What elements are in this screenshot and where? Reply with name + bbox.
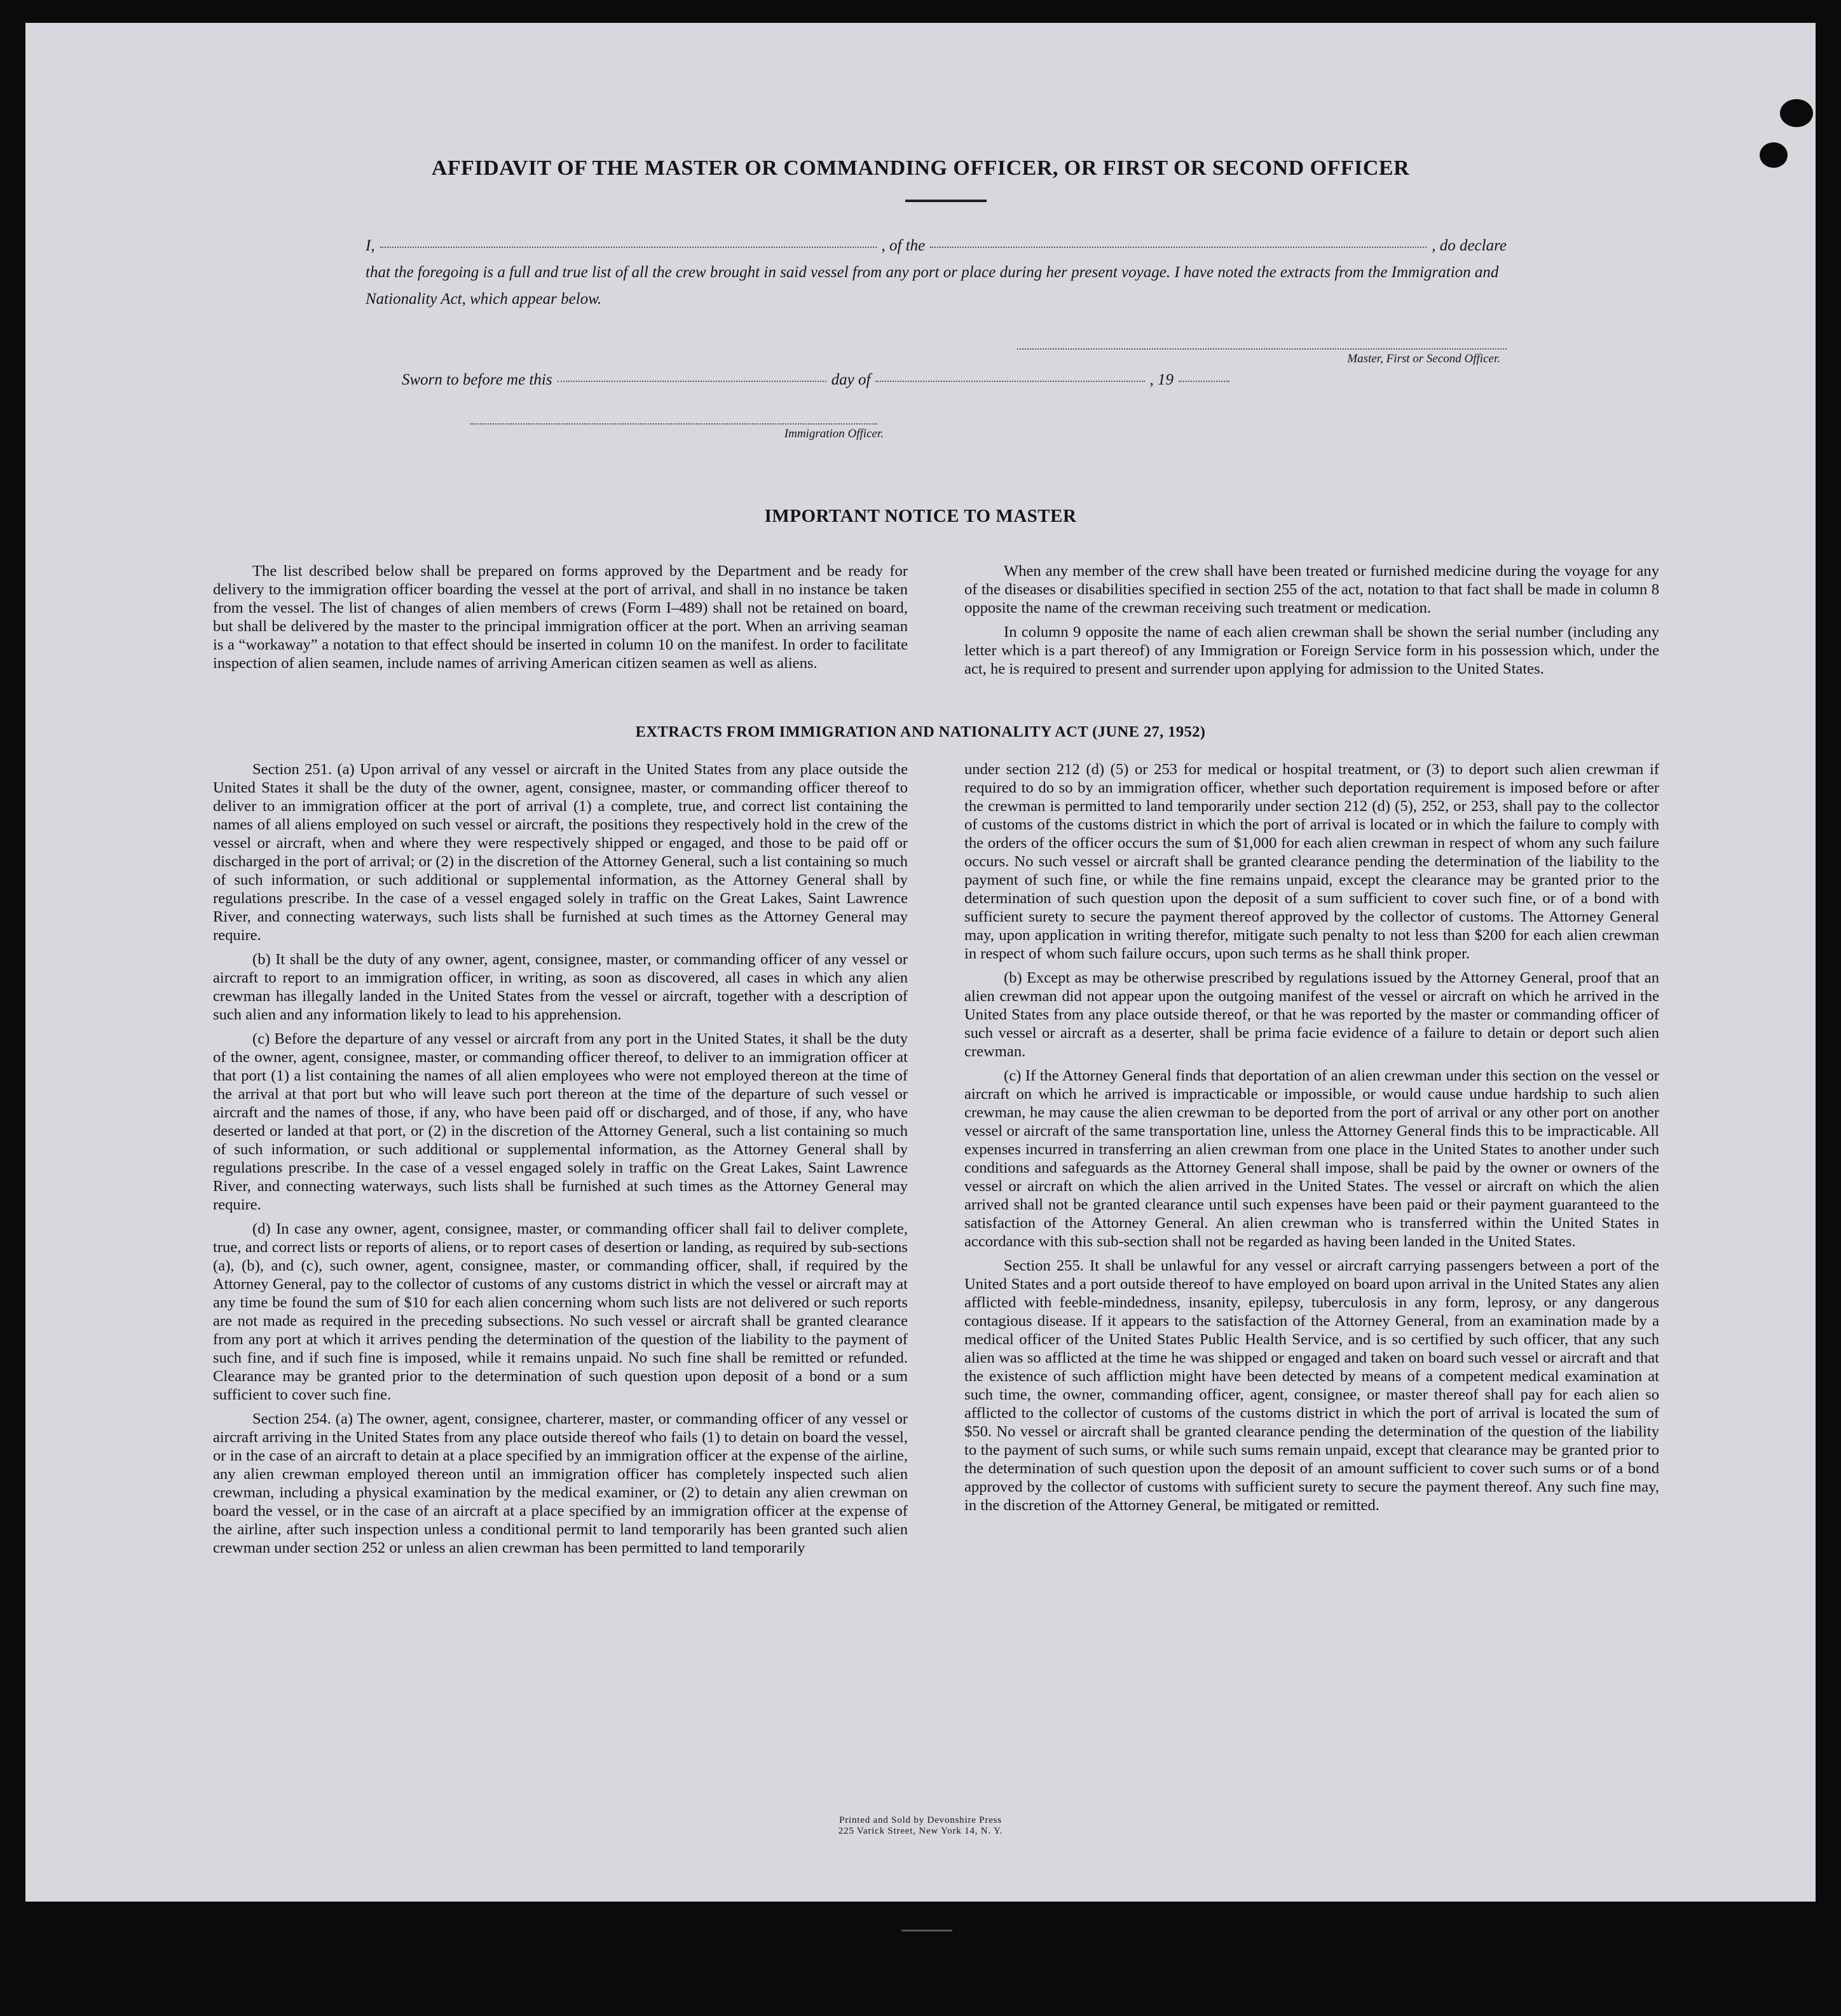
sworn-month-field[interactable] — [875, 381, 1144, 382]
ink-blot — [1780, 99, 1813, 127]
bottom-mark — [901, 1930, 952, 1931]
notice-paragraph: When any member of the crew shall have been treated or furnished medicine during the voyage for any of the diseases or disabilities specified in section 255 of the act, notation to that fact shall be made in column 8 opposite the name of the crewman receiving such treatment or medication. — [964, 562, 1659, 616]
vessel-field[interactable] — [930, 247, 1427, 248]
section-251a: Section 251. (a) Upon arrival of any vessel or aircraft in the United States from any place outside the United States it shall be the duty of the owner, agent, consignee, master, or commanding officer thereof to deliver to an immigration officer at the port of arrival (1) a complete, true, and correct list containing the names of all aliens employed on such vessel or aircraft, the positions they respectively hold in the crew of the vessel or aircraft, when and where they were respectively shipped or engaged, and those to be paid off or discharged in the port of arrival; or (2) in the discretion of the Attorney General, such a list containing so much of such information, or such additional or supplemental information, as the Attorney General shall by regulations prescribe. In the case of a vessel engaged solely in traffic on the Great Lakes, Saint Lawrence River, and connecting waterways, such lists shall be furnished at such times as the Attorney General may require. — [213, 761, 908, 944]
form-page — [25, 23, 1816, 1902]
section-251d: (d) In case any owner, agent, consignee, master, or commanding officer shall fail to deliver complete, true, and correct lists or reports of aliens, or to report cases of desertion or landing, as required by sub-sections (a), (b), and (c), such owner, agent, consignee, master, or commanding officer, shall, if required by the Attorney General, pay to the collector of customs of any customs district in which the vessel or aircraft may at any time be found the sum of $10 for each alien concerning whom such lists are not delivered or such reports are not made as required in the preceding subsections. No such vessel or aircraft shall be granted clearance from any port at which it arrives pending the determination of the question of the liability to the payment of such fine, and if such fine is imposed, while it remains unpaid. No such fine shall be remitted or refunded. Clearance may be granted prior to the determination of such question upon deposit of a bond or a sum sufficient to cover such fine. — [213, 1220, 908, 1403]
notice-left-column — [213, 562, 908, 678]
section-251b: (b) It shall be the duty of any owner, agent, consignee, master, or commanding officer of any vessel or aircraft to report to an immigration officer, in writing, as soon as discovered, all cases in which any alien crewman has illegally landed in the United States from the vessel or aircraft, together with a description of such alien and any information likely to lead to his apprehension. — [213, 951, 908, 1023]
extracts-right-column — [964, 760, 1659, 1520]
sworn-day-field[interactable] — [558, 381, 826, 382]
master-signature-field[interactable] — [1017, 348, 1507, 350]
name-field[interactable] — [380, 247, 877, 248]
sworn-year-field[interactable] — [1179, 381, 1229, 382]
notice-right-column — [964, 562, 1659, 684]
affidavit-title: AFFIDAVIT OF THE MASTER OR COMMANDING OFFICER, OR FIRST OR SECOND OFFICER — [431, 156, 1410, 180]
extracts-title: EXTRACTS FROM IMMIGRATION AND NATIONALITY ACT (JUNE 27, 1952) — [635, 723, 1206, 740]
declaration-text: that the foregoing is a full and true list of all the crew brought in said vessel from any port or place during her present voyage. I have noted the extracts from the Immigration and Nationality Act, which appear below. — [366, 264, 1499, 308]
section-254b: (b) Except as may be otherwise prescribed by regulations issued by the Attorney General, proof that an alien crewman did not appear upon the outgoing manifest of the vessel or aircraft on which he arrived in the United States from any place outside thereof, or that he was reported by the master or commanding officer of such vessel or aircraft as a deserter, shall be prima facie evidence of a failure to detain or deport such alien crewman. — [964, 969, 1659, 1060]
section-255: Section 255. It shall be unlawful for any vessel or aircraft carrying passengers between a port of the United States and a port outside thereof to have employed on board upon arrival in the United States any alien afflicted with feeble-mindedness, insanity, epilepsy, tuberculosis in any form, leprosy, or any dangerous contagious disease. If it appears to the satisfaction of the Attorney General, from an examination made by a medical officer of the United States Public Health Service, and is so certified by such officer, that any such alien was so afflicted at the time he was shipped or engaged and taken on board such vessel or aircraft and that the existence of such affliction might have been detected by means of a competent medical examination at such time, the owner, commanding officer, agent, consignee, or master thereof shall pay for each alien so afflicted to the collector of customs of the customs district in which the port of arrival is located the sum of $50. No vessel or aircraft shall be granted clearance pending the determination of the question of the liability to the payment of such sums, or while such sums remain unpaid, except that clearance may be granted prior to the determination of such question upon the deposit of an amount sufficient to cover such sums or of a bond approved by the collector of customs with sufficient surety to secure the payment thereof. Any such fine may, in the discretion of the Attorney General, be mitigated or remitted. — [964, 1257, 1659, 1514]
printer-line-2: 225 Varick Street, New York 14, N. Y. — [838, 1826, 1003, 1836]
immigration-officer-signature-field[interactable] — [470, 423, 877, 425]
section-254a: Section 254. (a) The owner, agent, consignee, charterer, master, or commanding officer of any vessel or aircraft arriving in the United States from any place outside thereof who fails (1) to detain on board the vessel, or in the case of an aircraft to detain at a place specified by an immigration officer at the expense of the airline, any alien crewman employed thereon until an immigration officer has completely inspected such alien crewman, including a physical examination by the medical examiner, or (2) to detain any alien crewman on board the vessel, or in the case of an aircraft at a place specified by an immigration officer at the expense of the airline, after such inspection unless a conditional permit to land temporarily has been granted such alien crewman under section 252 or unless an alien crewman has been permitted to land temporarily — [213, 1410, 908, 1556]
master-signature-caption: Master, First or Second Officer. — [1347, 352, 1500, 365]
section-251c: (c) Before the departure of any vessel or aircraft from any port in the United States, it shall be the duty of the owner, agent, consignee, master, or commanding officer thereof, to deliver to an immigration officer at that port (1) a list containing the names of all alien employees who were not employed thereon at the time of the arrival at that port but who will leave such port thereon at the time of the departure of such vessel or aircraft and the names of those, if any, who have been paid off or discharged, and of those, if any, who have deserted or landed at that port, or (2) in the discretion of the Attorney General, such a list containing so much of such information, or such additional or supplemental information, as the Attorney General shall by regulations prescribe. In the case of a vessel engaged solely in traffic on the Great Lakes, Saint Lawrence River, and connecting waterways, such lists shall be furnished at such times as the Attorney General may require. — [213, 1030, 908, 1213]
do-declare-label: , do declare — [1432, 237, 1507, 254]
printer-line-1: Printed and Sold by Devonshire Press — [839, 1815, 1002, 1825]
sworn-label: Sworn to before me this — [402, 371, 552, 388]
sworn-line — [402, 371, 1235, 389]
notice-paragraph: The list described below shall be prepared on forms approved by the Department and be ready for delivery to the immigration officer boarding the vessel at the port of arrival, and shall in no instance be taken from the vessel. The list of changes of alien members of crews (Form I–489) shall not be retained on board, but shall be delivered by the master to the principal immigration officer at the port. When an arriving seaman is a “workaway” a notation to that effect should be inserted in column 10 on the manifest. In order to facilitate inspection of alien seamen, include names of arriving American citizen seamen as well as aliens. — [213, 562, 908, 672]
extracts-left-column — [213, 760, 908, 1563]
year-label: , 19 — [1149, 371, 1174, 388]
notice-title: IMPORTANT NOTICE TO MASTER — [764, 506, 1077, 526]
immigration-officer-caption: Immigration Officer. — [784, 427, 884, 440]
of-the-label: , of the — [881, 237, 926, 254]
notice-paragraph: In column 9 opposite the name of each alien crewman shall be shown the serial number (including any letter which is a part thereof) of any Immigration or Foreign Service form in his possession which, under the act, he is required to present and surrender upon applying for admission to the United States. — [964, 623, 1659, 678]
declaration-fill-line — [366, 233, 1507, 259]
declaration-block — [366, 233, 1507, 313]
printer-imprint — [25, 1815, 1816, 1837]
section-254c: (c) If the Attorney General finds that deportation of an alien crewman under this section on the vessel or aircraft on which he arrived is impracticable or impossible, or would cause undue hardship to such alien crewman, he may cause the alien crewman to be deported from the port of arrival or any other port on another vessel or aircraft of the same transportation line, unless the Attorney General finds this to be impracticable. All expenses incurred in transferring an alien crewman from one place in the United States to another under such conditions and safeguards as the Attorney General shall impose, shall be paid by the owner or owners of the vessel or aircraft on which the alien arrived in the United States. The vessel or aircraft on which the alien arrived shall not be granted clearance until such expenses have been paid or their payment guaranteed to the satisfaction of the Attorney General. An alien crewman who is transferred within the United States in accordance with this sub-section shall not be regarded as having been landed in the United States. — [964, 1067, 1659, 1250]
day-of-label: day of — [831, 371, 871, 388]
i-label: I, — [366, 237, 375, 254]
section-254a-continued: under section 212 (d) (5) or 253 for medical or hospital treatment, or (3) to deport such alien crewman if required to do so by an immigration officer, whether such deportation requirement is imposed before or after the crewman is permitted to land temporarily under section 212 (d) (5), 252, or 253, shall pay to the collector of customs of the customs district in which the port of arrival is located or in which the failure to comply with the orders of the officer occurs the sum of $1,000 for each alien crewman in respect of whom any such failure occurs. No such vessel or aircraft shall be granted clearance pending the determination of the liability to the payment of such fine, or while the fine remains unpaid, except the clearance may be granted prior to the determination of such question upon the deposit of a sum sufficient to cover such fine, or of a bond with sufficient surety to secure the payment thereof approved by the collector of customs. The Attorney General may, upon application in writing therefor, mitigate such penalty to not less than $200 for each alien crewman in respect of whom such failure occurs, upon such terms as he shall think proper. — [964, 761, 1659, 962]
title-divider — [905, 200, 987, 202]
